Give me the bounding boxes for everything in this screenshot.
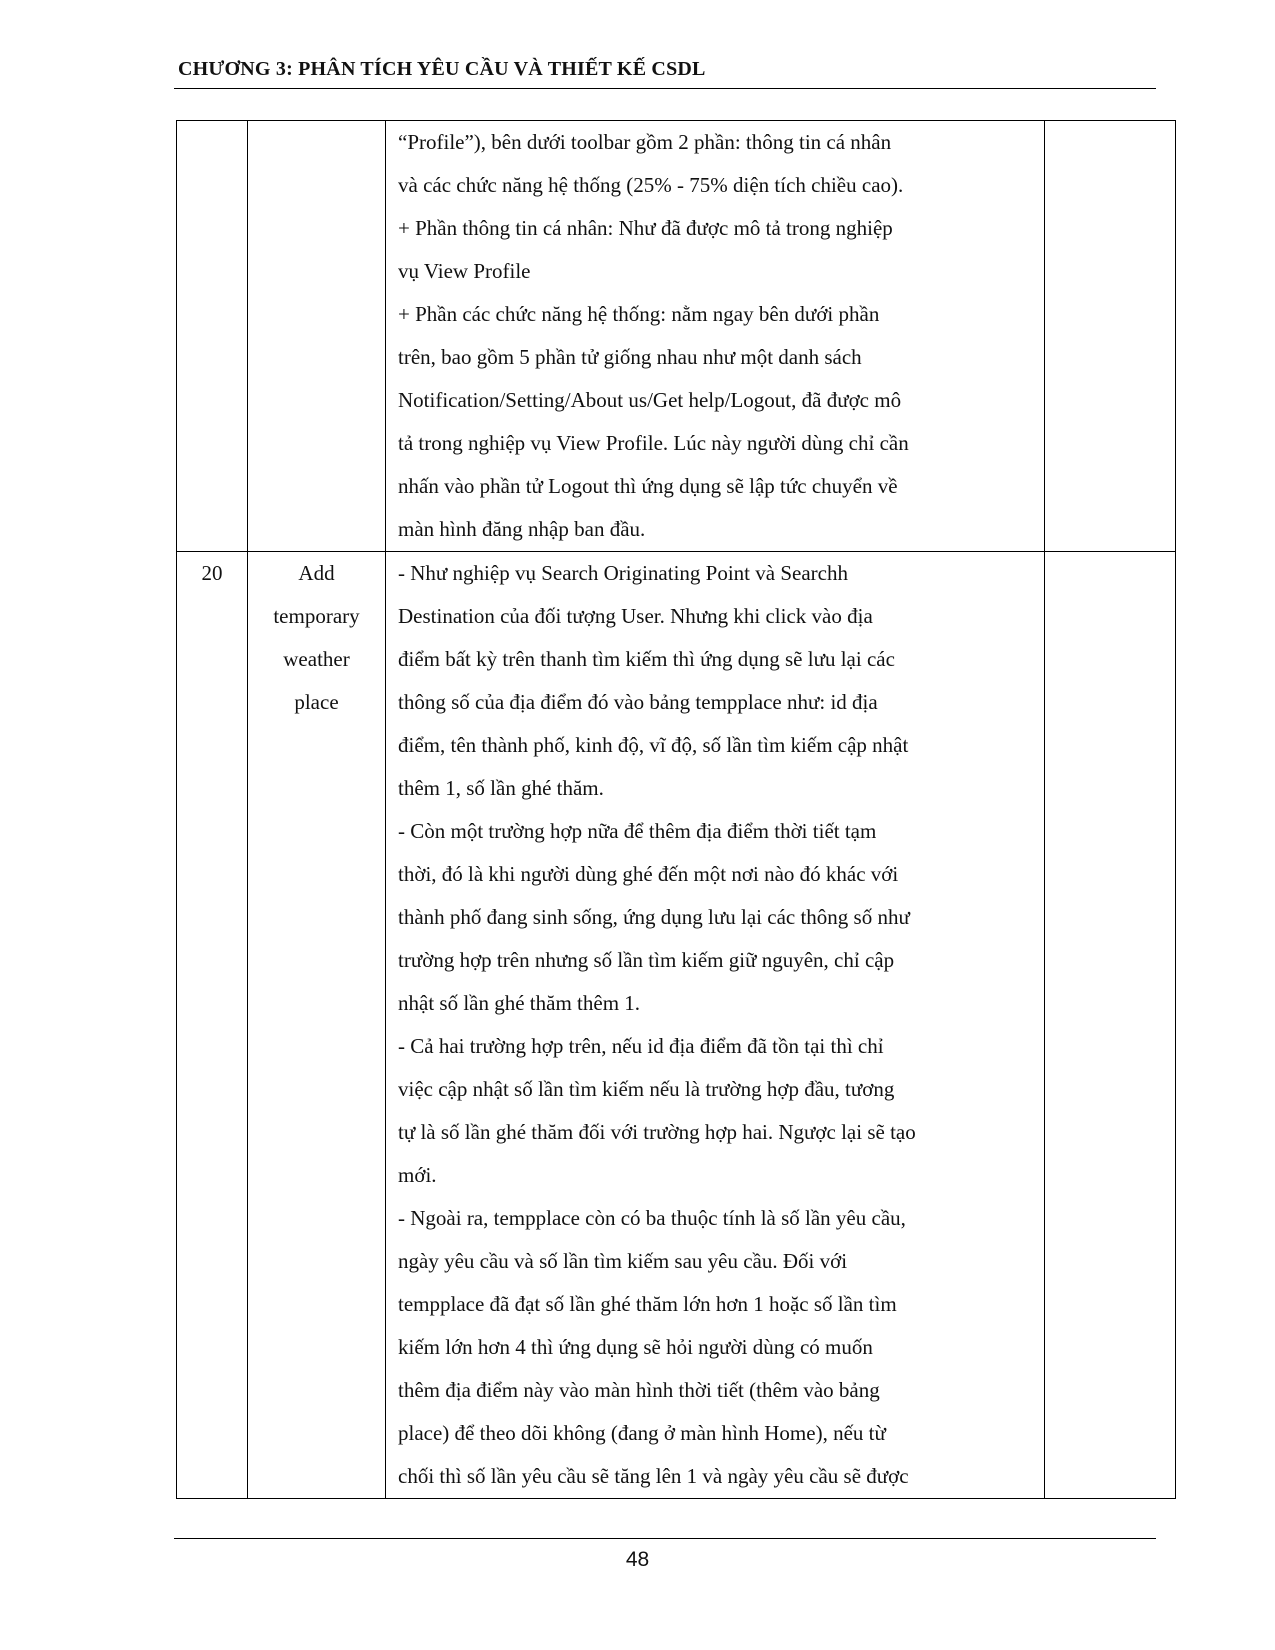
row-name-cell [248, 121, 386, 552]
description-line: chối thì số lần yêu cầu sẽ tăng lên 1 và ngày yêu cầu sẽ được [398, 1464, 909, 1488]
row-note-cell [1045, 121, 1176, 552]
description-line: Notification/Setting/About us/Get help/Logout, đã được mô [398, 388, 902, 412]
description-line: - Cả hai trường hợp trên, nếu id địa điểm đã tồn tại thì chỉ [398, 1034, 884, 1058]
row-note-cell [1045, 552, 1176, 1499]
description-line: màn hình đăng nhập ban đầu. [398, 517, 646, 541]
description-line: nhật số lần ghé thăm thêm 1. [398, 991, 641, 1015]
description-line: - Còn một trường hợp nữa để thêm địa điểm thời tiết tạm [398, 819, 877, 843]
row-description-cell [386, 552, 1045, 1499]
description-line: - Ngoài ra, tempplace còn có ba thuộc tính là số lần yêu cầu, [398, 1206, 906, 1230]
table-row [177, 121, 1176, 552]
description-line: - Như nghiệp vụ Search Originating Point và Searchh [398, 561, 848, 585]
page-number: 48 [625, 1548, 650, 1571]
name-line: Add [298, 561, 335, 585]
description-line: Destination của đối tượng User. Nhưng khi click vào địa [398, 604, 873, 628]
requirements-table [176, 120, 1176, 1499]
description-line: + Phần các chức năng hệ thống: nằm ngay bên dưới phần [398, 302, 880, 326]
description-line: ngày yêu cầu và số lần tìm kiếm sau yêu cầu. Đối với [398, 1249, 848, 1273]
description-line: kiếm lớn hơn 4 thì ứng dụng sẽ hỏi người dùng có muốn [398, 1335, 873, 1359]
description-line: thông số của địa điểm đó vào bảng tempplace như: id địa [398, 690, 878, 714]
description-line: trường hợp trên nhưng số lần tìm kiếm giữ nguyên, chỉ cập [398, 948, 895, 972]
description-line: + Phần thông tin cá nhân: Như đã được mô tả trong nghiệp [398, 216, 893, 240]
description-line: vụ View Profile [398, 259, 531, 283]
description-line: điểm, tên thành phố, kinh độ, vĩ độ, số lần tìm kiếm cập nhật [398, 733, 909, 757]
footer-divider [174, 1538, 1156, 1539]
description-line: thêm 1, số lần ghé thăm. [398, 776, 604, 800]
description-line: thêm địa điểm này vào màn hình thời tiết (thêm vào bảng [398, 1378, 880, 1402]
row-name-cell [248, 552, 386, 1499]
row-number-cell: 20 [177, 552, 248, 1499]
description-line: mới. [398, 1163, 437, 1187]
description-line: place) để theo dõi không (đang ở màn hình Home), nếu từ [398, 1421, 886, 1445]
table-row [177, 552, 1176, 1499]
description-line: điểm bất kỳ trên thanh tìm kiếm thì ứng dụng sẽ lưu lại các [398, 647, 895, 671]
description-line: việc cập nhật số lần tìm kiếm nếu là trường hợp đầu, tương [398, 1077, 895, 1101]
description-line: trên, bao gồm 5 phần tử giống nhau như một danh sách [398, 345, 862, 369]
name-line: weather [283, 647, 350, 671]
description-line: và các chức năng hệ thống (25% - 75% diện tích chiều cao). [398, 173, 904, 197]
row-description-cell [386, 121, 1045, 552]
description-line: tả trong nghiệp vụ View Profile. Lúc này người dùng chỉ cần [398, 431, 909, 455]
row-number-cell [177, 121, 248, 552]
description-line: thời, đó là khi người dùng ghé đến một nơi nào đó khác với [398, 862, 899, 886]
header-divider [174, 88, 1156, 89]
description-line: thành phố đang sinh sống, ứng dụng lưu lại các thông số như [398, 905, 910, 929]
description-line: nhấn vào phần tử Logout thì ứng dụng sẽ lập tức chuyển về [398, 474, 898, 498]
page-header-title: CHƯƠNG 3: PHÂN TÍCH YÊU CẦU VÀ THIẾT KẾ CSDL [178, 58, 706, 80]
name-line: temporary [273, 604, 360, 628]
description-line: “Profile”), bên dưới toolbar gồm 2 phần: thông tin cá nhân [398, 130, 892, 154]
description-line: tự là số lần ghé thăm đối với trường hợp hai. Ngược lại sẽ tạo [398, 1120, 916, 1144]
name-line: place [294, 690, 339, 714]
description-line: tempplace đã đạt số lần ghé thăm lớn hơn 1 hoặc số lần tìm [398, 1292, 897, 1316]
